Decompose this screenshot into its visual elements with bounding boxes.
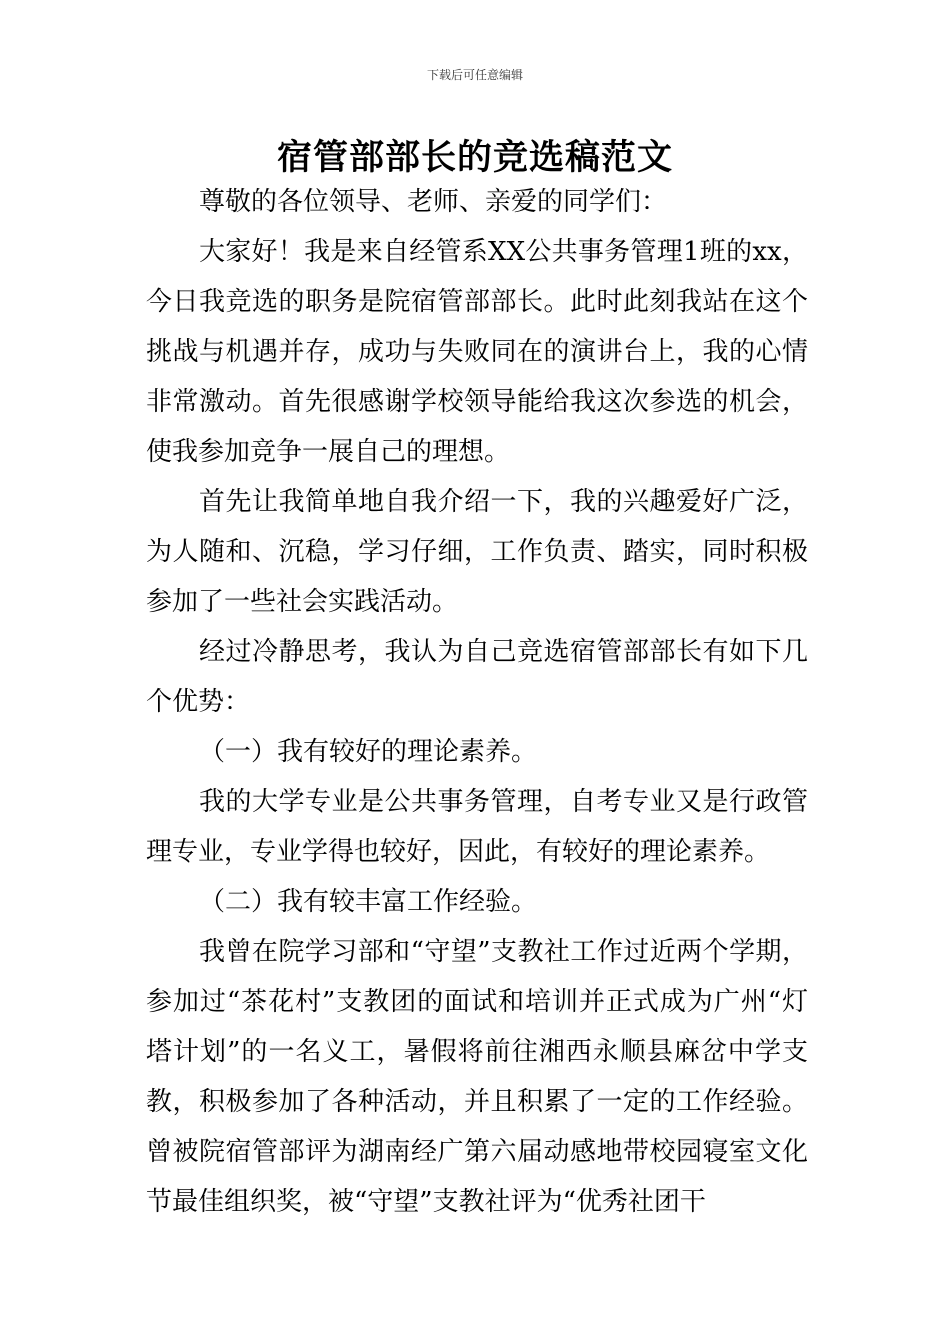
document-title: 宿管部部长的竞选稿范文 [276,138,673,178]
paragraph-theory: 我的大学专业是公共事务管理，自考专业又是行政管理专业，专业学得也较好，因此，有较好的理论素养。 [146,787,808,867]
paragraph-introduction: 大家好！我是来自经管系XX公共事务管理1班的xx，今日我竞选的职务是院宿管部部长。此时此刻我站在这个挑战与机遇并存，成功与失败同在的演讲台上，我的心情非常激动。首先很感谢学校领导能给我这次参选的机会，使我参加竞争一展自己的理想。 [146,237,808,467]
header-note: 下载后可任意编辑 [426,68,523,82]
paragraph-advantages-lead: 经过冷静思考，我认为自己竞选宿管部部长有如下几个优势： [146,637,808,717]
paragraph-self-intro: 首先让我简单地自我介绍一下，我的兴趣爱好广泛，为人随和、沉稳，学习仔细，工作负责、踏实，同时积极参加了一些社会实践活动。 [146,487,808,617]
paragraph-greeting: 尊敬的各位领导、老师、亲爱的同学们： [199,187,668,217]
paragraph-heading-theory: （一）我有较好的理论素养。 [199,737,538,767]
paragraph-heading-experience: （二）我有较丰富工作经验。 [199,887,538,917]
document-body [146,177,808,1227]
paragraph-experience: 我曾在院学习部和“守望”支教社工作过近两个学期，参加过“茶花村”支教团的面试和培训并正式成为广州“灯塔计划”的一名义工，暑假将前往湘西永顺县麻岔中学支教，积极参加了各种活动，并且积累了一定的工作经验。曾被院宿管部评为湖南经广第六届动感地带校园寝室文化节最佳组织奖，被“守望”支教社评为“优秀社团干 [146,937,808,1217]
